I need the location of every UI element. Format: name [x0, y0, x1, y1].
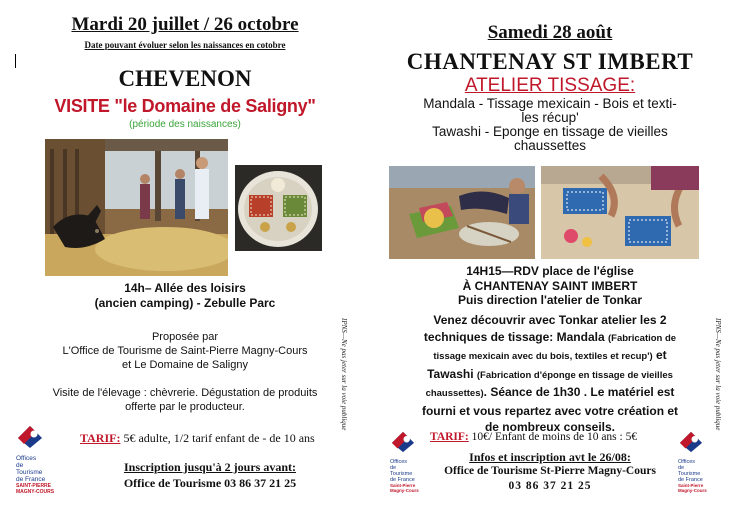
weaving-photo [389, 166, 535, 259]
left-tarif-label: TARIF: [80, 431, 121, 445]
left-proposed [30, 330, 340, 372]
logo-line-3: de France [678, 477, 703, 483]
right-line-4: chaussettes [513, 138, 587, 153]
right-body-3b: et [652, 348, 667, 362]
logo-line-3: de France [16, 476, 46, 483]
logo-sub: SAINT-PIERRE MAGNY-COURS [16, 483, 55, 495]
right-line-2: les récup' [521, 110, 579, 125]
right-office: Office de Tourisme St-Pierre Magny-Cours [444, 465, 656, 477]
left-date-heading: Mardi 20 juillet / 26 octobre [71, 14, 299, 35]
right-line-1: Mandala - Tissage mexicain - Bois et texti- [423, 96, 677, 111]
left-office-phone: Office de Tourisme 03 86 37 21 25 [123, 476, 297, 490]
left-desc-2: offerte par le producteur. [125, 401, 245, 413]
right-workshop-list [380, 97, 720, 153]
offices-tourisme-logo-right-b [678, 430, 718, 493]
logo-line-0: Offices [678, 459, 696, 465]
right-phone: 03 86 37 21 25 [508, 480, 592, 492]
right-body-4a: Tawashi [427, 366, 477, 381]
logo-line-3: de France [390, 477, 415, 483]
logo-line-2: Tourisme [390, 471, 413, 477]
tawashi-photo [541, 166, 699, 259]
right-body-5b: . Séance de 1h30 . Le matériel est [483, 385, 675, 399]
left-time-location [30, 281, 340, 311]
logo-line-2: Tourisme [16, 469, 43, 476]
right-town: CHANTENAY ST IMBERT [406, 49, 694, 74]
right-body-3a: tissage mexicain avec du bois, textiles et recup') [433, 351, 653, 362]
left-tarif [80, 431, 350, 446]
left-time-line1: 14h– Allée des loisirs [124, 281, 246, 295]
left-proposed-3: et Le Domaine de Saligny [122, 359, 248, 371]
left-date-note: Date pouvant évoluer selon les naissances en cotobre [84, 40, 286, 50]
right-rdv-1: 14H15—RDV place de l'église [466, 264, 634, 278]
right-body [384, 312, 716, 436]
right-rdv-2: À CHANTENAY SAINT IMBERT [462, 278, 638, 293]
left-time-line2: (ancien camping) - Zebulle Parc [94, 296, 276, 310]
logo-line-1: de [678, 465, 685, 471]
right-rdv-3: Puis direction l'atelier de Tonkar [457, 293, 642, 307]
left-vertical-note: IPNS—Ne pas jeter sur la voie publique [340, 318, 348, 431]
logo-line-1: de [390, 465, 397, 471]
left-tarif-text: 5€ adulte, 1/2 tarif enfant de - de 10 ans [120, 431, 315, 445]
cheese-plate-photo [235, 165, 322, 251]
left-inscription: Inscription jusqu'à 2 jours avant: [123, 460, 297, 474]
right-body-5a: chaussettes) [425, 388, 484, 399]
left-proposed-2: L'Office de Tourisme de Saint-Pierre Magny-Cours [62, 345, 308, 357]
right-vertical-note: IPNS—Ne pas jeter sur la voie publique [714, 318, 722, 431]
tourisme-emblem-icon [678, 430, 704, 454]
offices-tourisme-logo-left [16, 424, 58, 495]
right-rdv [380, 264, 720, 308]
right-tarif-label: TARIF: [430, 431, 469, 443]
logo-line-0: Offices [390, 459, 408, 465]
right-line-3: Tawashi - Eponge en tissage de vieilles [432, 124, 668, 139]
left-town: CHEVENON [118, 66, 252, 91]
left-description [30, 386, 340, 414]
right-body-2a: techniques de tissage: Mandala [423, 329, 608, 344]
right-body-4b: (Fabrication d'éponge en tissage de vieilles [476, 369, 673, 381]
right-body-6: fourni et vous repartez avec votre création et [421, 403, 679, 418]
right-inscription: Infos et inscription avt le 26/08: [469, 450, 631, 464]
goat-barn-photo [45, 139, 228, 276]
right-date-heading: Samedi 28 août [487, 22, 613, 43]
logo-line-2: Tourisme [678, 471, 701, 477]
left-visit-title: VISITE "le Domaine de Saligny" [54, 96, 316, 116]
right-body-1: Venez découvrir avec Tonkar atelier les 2 [433, 313, 667, 327]
text-cursor [15, 54, 16, 68]
right-body-7: de nombreux conseils. [484, 420, 616, 434]
right-tarif [430, 431, 680, 443]
tourisme-emblem-icon [16, 424, 44, 450]
logo-sub: Saint-Pierre Magny-Cours [390, 483, 419, 493]
logo-line-0: Offices [16, 455, 37, 462]
logo-line-1: de [16, 462, 24, 469]
right-body-2b: (Fabrication de [607, 332, 677, 344]
left-proposed-1: Proposée par [151, 331, 219, 343]
right-tarif-text: 10€/ Enfant de moins de 10 ans : 5€ [468, 431, 638, 443]
right-workshop-title: ATELIER TISSAGE: [464, 75, 636, 96]
tourisme-emblem-icon [390, 430, 416, 454]
left-visit-sub: (période des naissances) [129, 119, 241, 130]
left-desc-1: Visite de l'élevage : chèvrerie. Dégustation de produits [52, 387, 318, 399]
logo-sub: Saint-Pierre Magny-Cours [678, 483, 707, 493]
